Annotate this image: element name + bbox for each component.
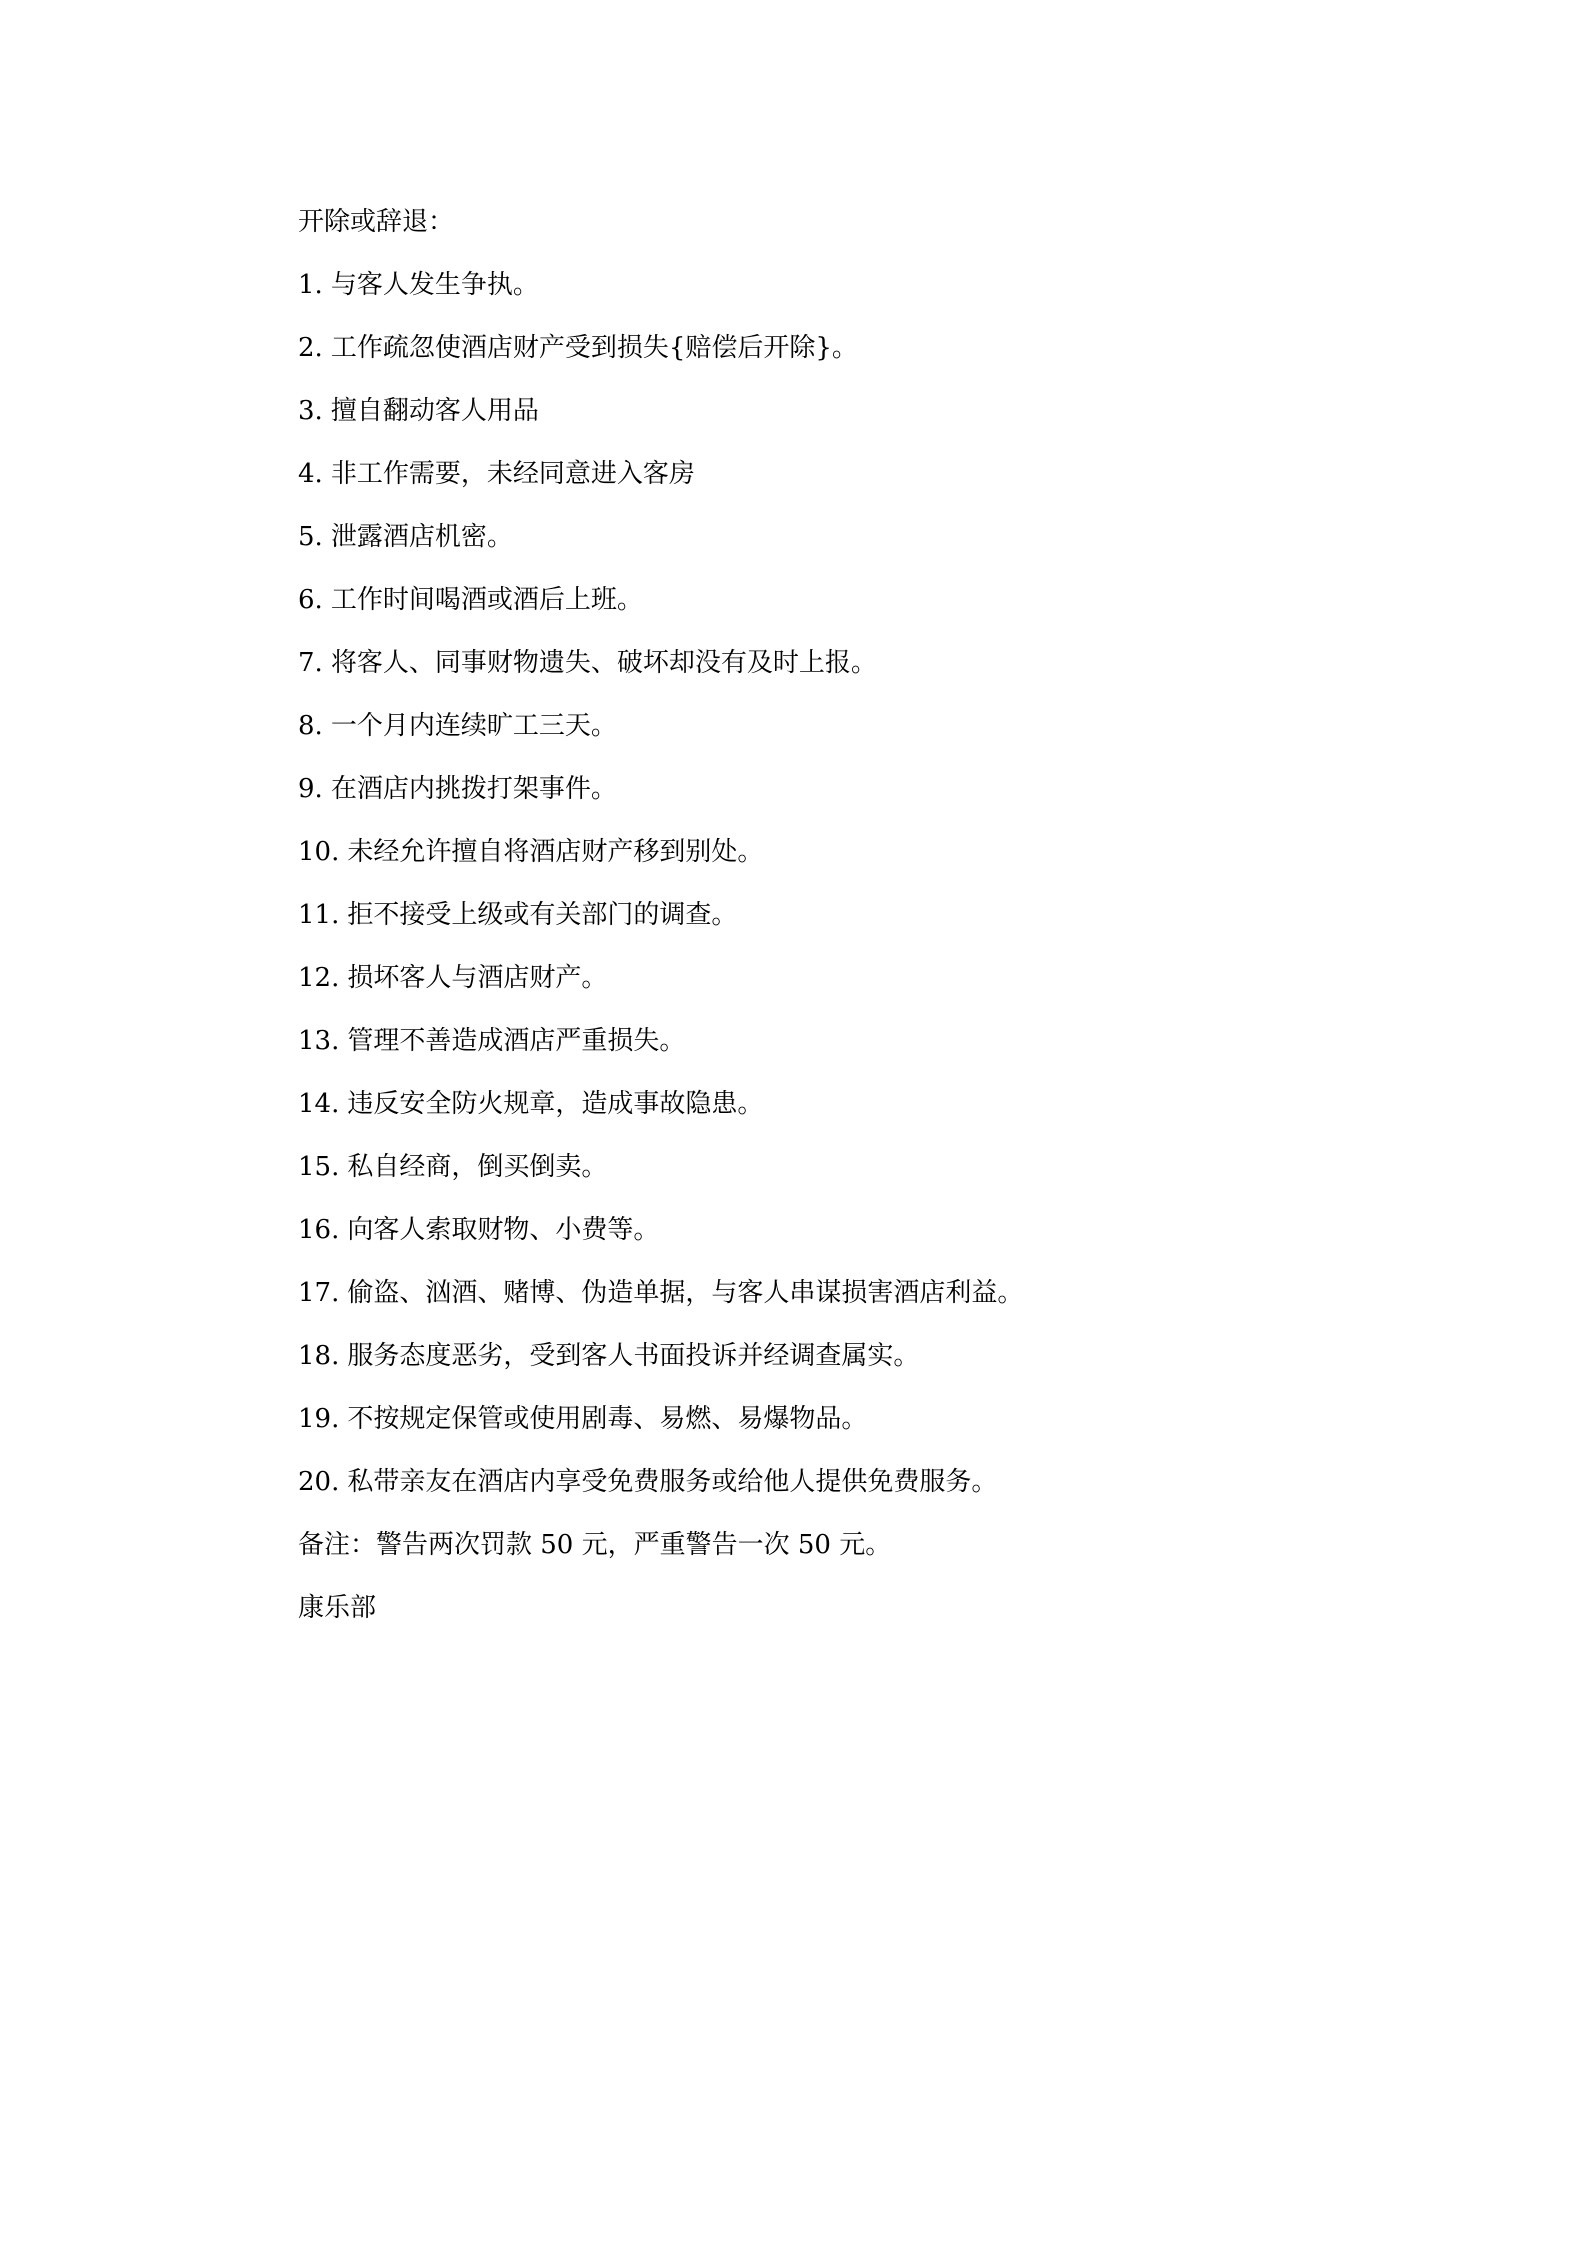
document-body [298,205,1298,1654]
list-item [298,1465,1298,1499]
list-item [298,268,1298,302]
list-item [298,457,1298,491]
list-item-text: 与客人发生争执。 [330,270,539,300]
rules-list [298,268,1298,1499]
list-item [298,520,1298,554]
list-item-text: 一个月内连续旷工三天。 [330,711,617,741]
list-item-text: 泄露酒店机密。 [330,522,513,552]
list-item [298,1150,1298,1184]
list-item-number: 16. [298,1215,340,1245]
list-item-text: 未经允许擅自将酒店财产移到别处。 [347,837,764,867]
list-item [298,1213,1298,1247]
department-name: 康乐部 [298,1593,377,1623]
note-text: 备注：警告两次罚款 50 元，严重警告一次 50 元。 [298,1530,892,1560]
list-item-number: 15. [298,1152,340,1182]
list-item-number: 19. [298,1404,340,1434]
list-item-text: 偷盗、汹酒、赌博、伪造单据，与客人串谋损害酒店利益。 [347,1278,1024,1308]
list-item-number: 1. [298,270,323,300]
list-item-number: 11. [298,900,340,930]
list-item-text: 管理不善造成酒店严重损失。 [347,1026,686,1056]
list-item-number: 12. [298,963,340,993]
list-item-text: 向客人索取财物、小费等。 [347,1215,660,1245]
list-item [298,1276,1298,1310]
list-item-text: 拒不接受上级或有关部门的调查。 [347,900,738,930]
list-item [298,1402,1298,1436]
list-item [298,583,1298,617]
list-item-number: 6. [298,585,323,615]
list-item [298,1024,1298,1058]
list-item-text: 将客人、同事财物遗失、破坏却没有及时上报。 [330,648,877,678]
list-item-text: 私自经商，倒买倒卖。 [347,1152,608,1182]
list-item-number: 4. [298,459,323,489]
list-item-text: 不按规定保管或使用剧毒、易燃、易爆物品。 [347,1404,868,1434]
list-item-number: 10. [298,837,340,867]
list-item-text: 擅自翻动客人用品 [330,396,539,426]
list-item-text: 私带亲友在酒店内享受免费服务或给他人提供免费服务。 [347,1467,998,1497]
list-item [298,646,1298,680]
list-item-number: 2. [298,333,323,363]
list-item-number: 20. [298,1467,340,1497]
list-item-number: 17. [298,1278,340,1308]
list-item-text: 工作时间喝酒或酒后上班。 [330,585,643,615]
list-item-number: 9. [298,774,323,804]
list-item-text: 非工作需要，未经同意进入客房 [330,459,695,489]
list-item [298,394,1298,428]
section-heading: 开除或辞退： [298,207,455,237]
list-item [298,898,1298,932]
list-item-text: 在酒店内挑拨打架事件。 [330,774,617,804]
list-item [298,961,1298,995]
list-item-number: 8. [298,711,323,741]
list-item-text: 服务态度恶劣，受到客人书面投诉并经调查属实。 [347,1341,920,1371]
list-item-number: 14. [298,1089,340,1119]
list-item-text: 损坏客人与酒店财产。 [347,963,608,993]
list-item-number: 3. [298,396,323,426]
list-item [298,1087,1298,1121]
list-item [298,331,1298,365]
list-item [298,709,1298,743]
list-item-text: 违反安全防火规章，造成事故隐患。 [347,1089,764,1119]
list-item-number: 13. [298,1026,340,1056]
list-item-number: 18. [298,1341,340,1371]
list-item-number: 5. [298,522,323,552]
list-item [298,1339,1298,1373]
list-item-number: 7. [298,648,323,678]
list-item [298,772,1298,806]
list-item-text: 工作疏忽使酒店财产受到损失{赔偿后开除}。 [330,333,858,363]
list-item [298,835,1298,869]
